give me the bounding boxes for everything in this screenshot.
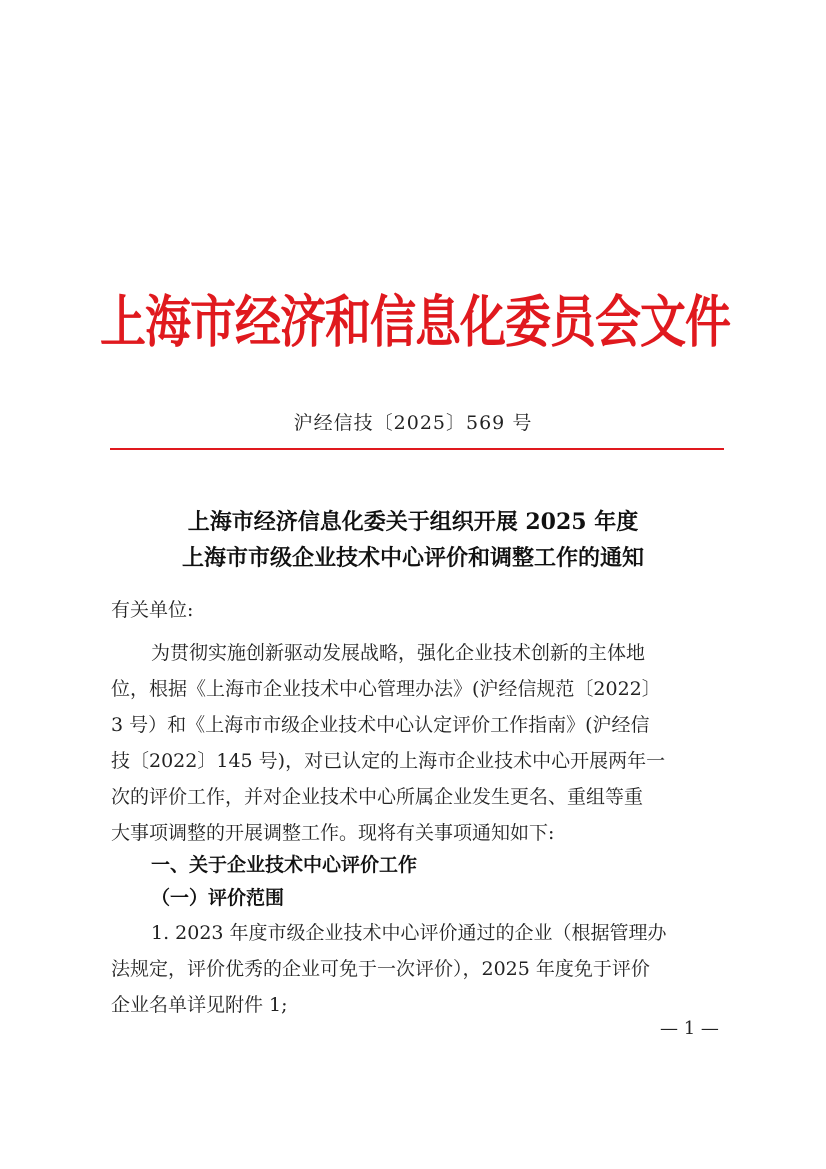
issuer-title: 上海市经济和信息化委员会文件 — [100, 288, 730, 355]
paragraph-line: 位，根据《上海市企业技术中心管理办法》(沪经信规范〔2022〕 — [111, 678, 661, 700]
red-divider-line — [110, 448, 724, 450]
list-item-line: 1. 2023 年度市级企业技术中心评价通过的企业（根据管理办 — [151, 922, 667, 944]
notice-title-line-2: 上海市市级企业技术中心评价和调整工作的通知 — [181, 545, 644, 571]
paragraph-line: 3 号）和《上海市市级企业技术中心认定评价工作指南》(沪经信 — [111, 714, 650, 736]
subsection-heading: （一）评价范围 — [151, 887, 285, 909]
document-number: 沪经信技〔2025〕569 号 — [293, 412, 533, 434]
paragraph-line: 大事项调整的开展调整工作。现将有关事项通知如下: — [111, 822, 555, 844]
section-heading: 一、关于企业技术中心评价工作 — [151, 854, 418, 876]
list-item-line: 企业名单详见附件 1; — [111, 994, 288, 1016]
list-item-line: 法规定，评价优秀的企业可免于一次评价），2025 年度免于评价 — [111, 958, 650, 980]
page-number: — 1 — — [660, 1018, 719, 1039]
salutation: 有关单位: — [111, 599, 194, 621]
paragraph-line: 为贯彻实施创新驱动发展战略，强化企业技术创新的主体地 — [151, 642, 646, 664]
paragraph-line: 次的评价工作，并对企业技术中心所属企业发生更名、重组等重 — [111, 786, 644, 808]
notice-title-line-1: 上海市经济信息化委关于组织开展 2025 年度 — [187, 509, 639, 535]
paragraph-line: 技〔2022〕145 号)，对已认定的上海市企业技术中心开展两年一 — [111, 750, 666, 772]
